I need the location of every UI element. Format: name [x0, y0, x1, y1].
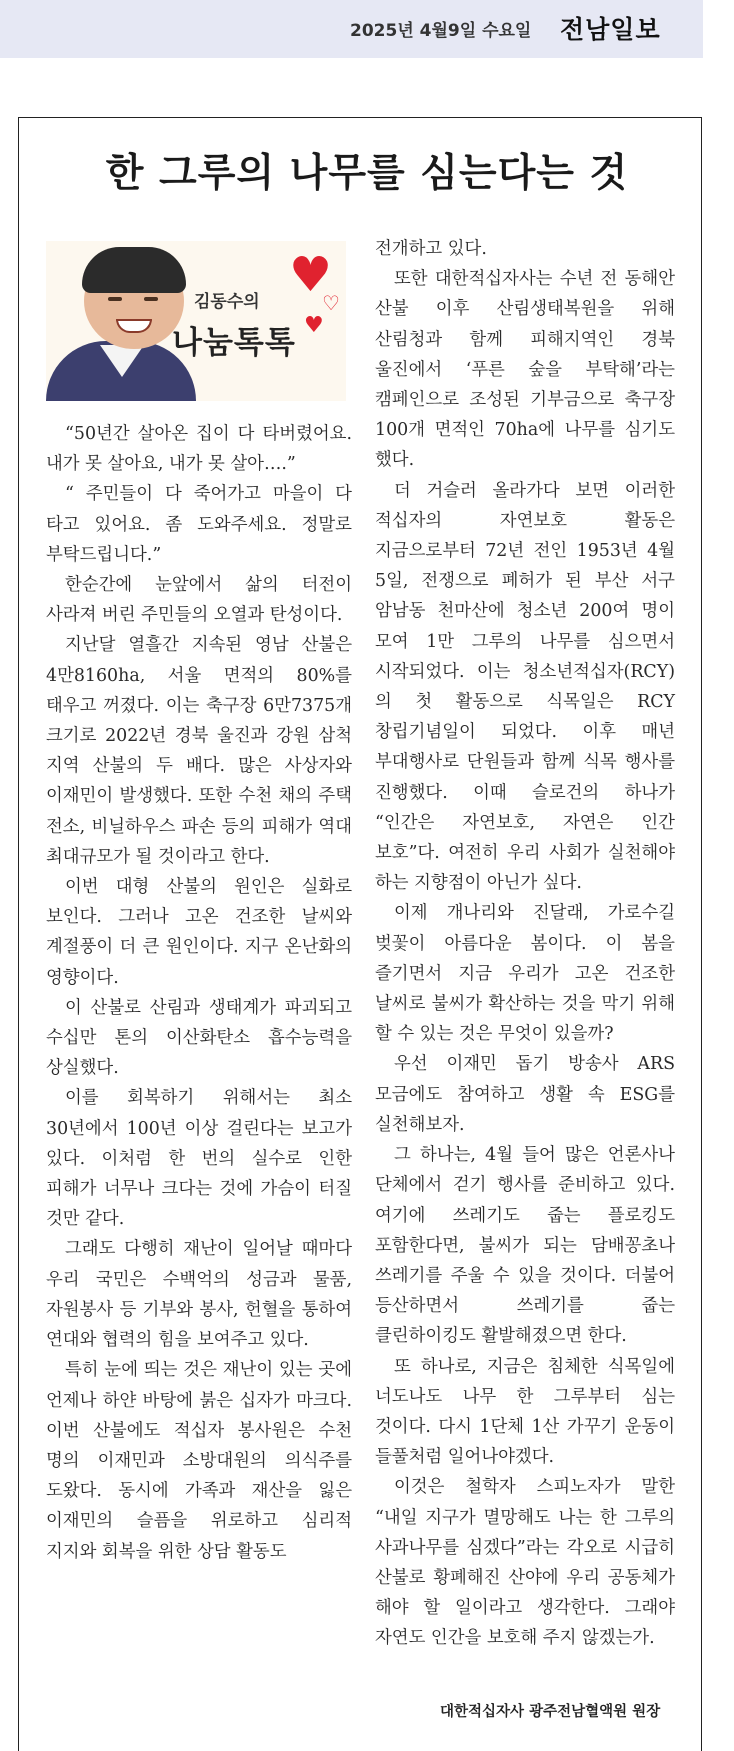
article-paragraph: 또한 대한적십자사는 수년 전 동해안 산불 이후 산림생태복원을 위해 산림청과 함께 피해지역인 경북 울진에서 ‘푸른 숲을 부탁해’라는 캠페인으로 조성된 기부금으로 축구장 100개 면적인 70ha에 나무를 심기도 했다. — [375, 269, 675, 471]
article-paragraph-continuation: 전개하고 있다. — [375, 239, 487, 259]
publication-date: 2025년 4월9일 수요일 — [350, 21, 532, 41]
heart-icon: ♥ — [289, 247, 333, 303]
article-paragraph: 이 산불로 산림과 생태계가 파괴되고 수십만 톤의 이산화탄소 흡수능력을 상실했다. — [46, 997, 352, 1079]
article-paragraph: 이것은 철학자 스피노자가 말한 “내일 지구가 멸망해도 나는 한 그루의 사과나무를 심겠다”라는 각오로 시급히 산불로 황폐해진 산야에 우리 공동체가 해야 할 일이라고 생각한다. 그래야 자연도 인간을 보호해 주지 않겠는가. — [375, 1477, 675, 1649]
article-paragraph: 특히 눈에 띄는 것은 재난이 있는 곳에 언제나 하얀 바탕에 붉은 십자가 마크다. 이번 산불에도 적십자 봉사원은 수천 명의 이재민과 소방대원의 의식주를 도왔다. 동시에 가족과 재산을 잃은 이재민의 슬픔을 위로하고 심리적 지지와 회복을 위한 상담 활동도 — [46, 1360, 352, 1562]
article-paragraph: 더 거슬러 올라가다 보면 이러한 적십자의 자연보호 활동은 지금으로부터 72년 전인 1953년 4월 5일, 전쟁으로 폐허가 된 부산 서구 암남동 천마산에 청소년 200여 명이 모여 1만 그루의 나무를 심으면서 시작되었다. 이는 청소년적십자(RCY)의 첫 활동으로 식목일은 RCY 창립기념일이 되었다. 이후 매년 부대행사로 단원들과 함께 식목 행사를 진행했다. 이때 슬로건의 하나가 “인간은 자연보호, 자연은 인간 보호”다. 여전히 우리 사회가 실천해야 하는 지향점이 아닌가 싶다. — [375, 480, 675, 894]
newspaper-header-bar — [0, 0, 703, 58]
author-photo-eye — [144, 297, 158, 301]
article-paragraph: “ 주민들이 다 죽어가고 마을이 다 타고 있어요. 좀 도와주세요. 정말로 부탁드립니다.” — [46, 484, 352, 565]
column-series-title: 나눔톡톡 — [172, 325, 296, 361]
newspaper-logo: 전남일보 — [560, 15, 661, 44]
column-banner — [46, 241, 346, 401]
article-paragraph: “50년간 살아온 집이 다 타버렸어요. 내가 못 살아요, 내가 못 살아….” — [46, 424, 352, 475]
column-author-name: 김동수의 — [194, 292, 260, 312]
article-column-right — [375, 234, 675, 1654]
article-paragraph: 그 하나는, 4월 들어 많은 언론사나 단체에서 걷기 행사를 준비하고 있다. 여기에 쓰레기도 줍는 플로킹도 포함한다면, 불씨가 되는 담배꽁초나 쓰레기를 주울 수 있을 것이다. 더불어 등산하면서 쓰레기를 줍는 클린하이킹도 활발해졌으면 한다. — [375, 1145, 675, 1347]
article-paragraph: 그래도 다행히 재난이 일어날 때마다 우리 국민은 수백억의 성금과 물품, 자원봉사 등 기부와 봉사, 헌혈을 통하여 연대와 협력의 힘을 보여주고 있다. — [46, 1239, 352, 1351]
article-paragraph: 이를 회복하기 위해서는 최소 30년에서 100년 이상 걸린다는 보고가 있다. 이처럼 한 번의 실수로 인한 피해가 너무나 크다는 것에 가슴이 터질 것만 같다. — [46, 1088, 352, 1230]
article-headline: 한 그루의 나무를 심는다는 것 — [105, 150, 629, 196]
heart-outline-icon: ♡ — [322, 291, 340, 315]
author-byline: 대한적십자사 광주전남혈액원 원장 — [440, 1704, 661, 1720]
article-paragraph: 우선 이재민 돕기 방송사 ARS 모금에도 참여하고 생활 속 ESG를 실천해보자. — [375, 1054, 675, 1135]
heart-icon: ♥ — [304, 313, 324, 338]
article-paragraph: 한순간에 눈앞에서 삶의 터전이 사라져 버린 주민들의 오열과 탄성이다. — [46, 575, 352, 626]
author-photo-eye — [108, 297, 122, 301]
article-paragraph: 지난달 열흘간 지속된 영남 산불은 4만8160ha, 서울 면적의 80%를 태우고 꺼졌다. 이는 축구장 6만7375개 크기로 2022년 경북 울진과 강원 삼척 지역 산불의 두 배다. 많은 사상자와 이재민이 발생했다. 또한 수천 채의 주택 전소, 비닐하우스 파손 등의 피해가 역대 최대규모가 될 것이라고 한다. — [46, 635, 352, 867]
article-column-left — [46, 419, 352, 1567]
article-paragraph: 또 하나로, 지금은 침체한 식목일에 너도나도 나무 한 그루부터 심는 것이다. 다시 1단체 1산 가꾸기 운동이 들풀처럼 일어나야겠다. — [375, 1356, 675, 1468]
article-paragraph: 이번 대형 산불의 원인은 실화로 보인다. 그러나 고온 건조한 날씨와 계절풍이 더 큰 원인이다. 지구 온난화의 영향이다. — [46, 877, 352, 988]
author-photo-hair — [82, 247, 186, 293]
article-paragraph: 이제 개나리와 진달래, 가로수길 벚꽃이 아름다운 봄이다. 이 봄을 즐기면서 지금 우리가 고온 건조한 날씨로 불씨가 확산하는 것을 막기 위해 할 수 있는 것은 무엇이 있을까? — [375, 903, 675, 1045]
